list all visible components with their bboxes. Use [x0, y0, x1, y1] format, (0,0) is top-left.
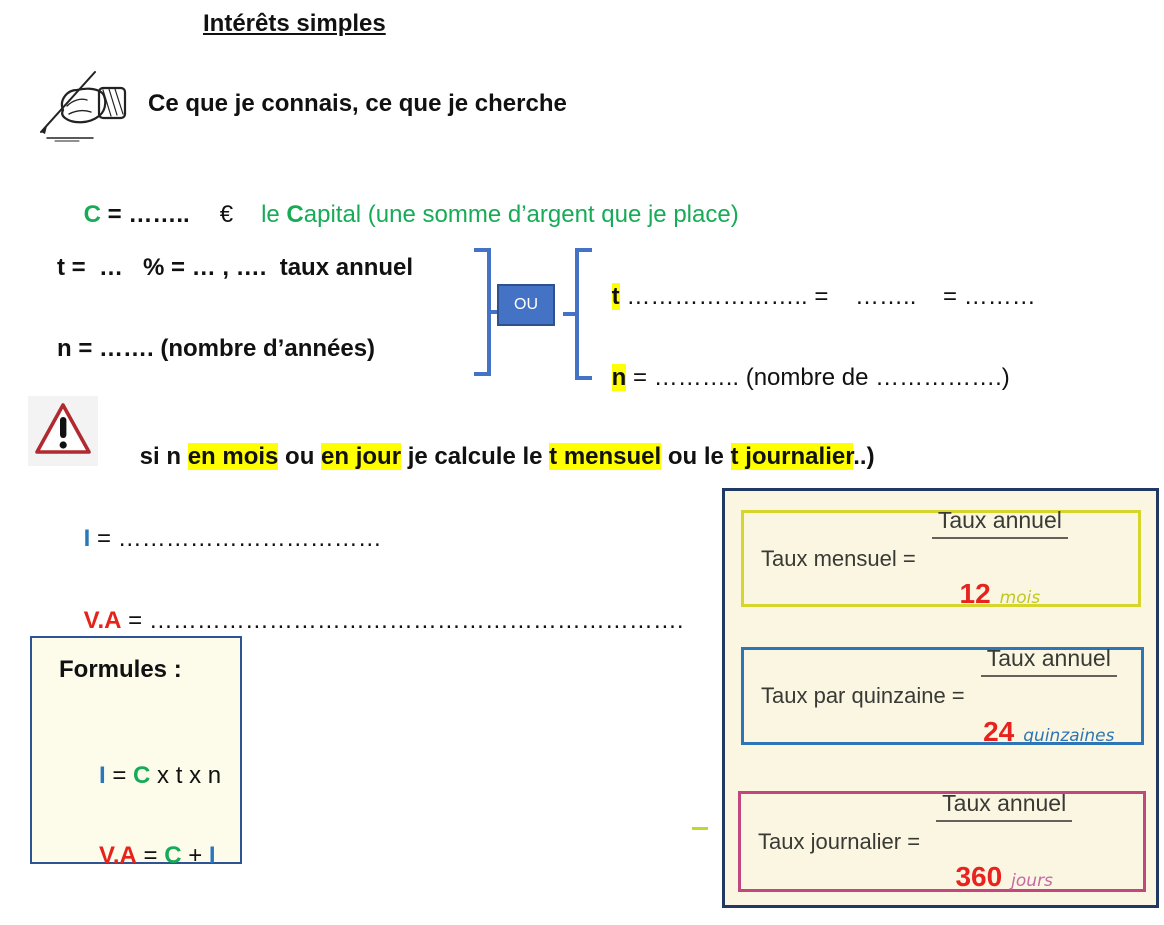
warning-highlight-t-mensuel: t mensuel [549, 442, 662, 470]
fortnight-denominator-unit: quinzaines [1023, 725, 1115, 746]
converted-rate-rest: ………………….. = …….. = ……… [619, 282, 1036, 310]
converted-duration-line [585, 335, 1010, 421]
interest-line [57, 496, 382, 582]
warning-text-4: ou le [661, 442, 731, 470]
fortnight-rate-box [741, 644, 1144, 747]
acquired-value-formula [59, 814, 216, 898]
warning-highlight-en-jour: en jour [321, 442, 402, 470]
capital-desc-pre: le [261, 200, 287, 228]
warning-text-5: ..) [853, 442, 875, 470]
formulas-title: Formules : [59, 656, 182, 683]
section-heading: Ce que je connais, ce que je cherche [148, 90, 567, 117]
monthly-denominator [932, 575, 1068, 610]
formula-va-symbol: V.A [99, 842, 137, 869]
ou-label: OU [514, 296, 538, 313]
monthly-denominator-value: 12 [959, 578, 991, 609]
daily-label-pre: Taux [758, 828, 811, 854]
formula-va-capital: C [164, 842, 182, 869]
annual-rate-line: t = … % = … , …. taux annuel [57, 254, 414, 281]
daily-denominator-unit: jours [1011, 871, 1053, 891]
capital-symbol: C [83, 200, 102, 228]
daily-rate-box [738, 791, 1146, 892]
daily-label-key: journalier [810, 828, 902, 854]
fortnight-label-key: quinzaine [851, 683, 946, 708]
interest-symbol: I [83, 524, 91, 552]
converted-duration-rest: = ……….. (nombre de …………….) [626, 363, 1010, 391]
daily-numerator: Taux annuel [936, 790, 1072, 822]
monthly-equals: = [896, 545, 922, 571]
lime-connector-dash [692, 827, 708, 830]
writing-hand-icon [33, 66, 137, 142]
ou-connector-box [497, 284, 555, 326]
daily-denominator-value: 360 [955, 861, 1003, 892]
warning-triangle-icon [32, 399, 94, 461]
daily-denominator [936, 858, 1072, 893]
warning-highlight-en-mois: en mois [187, 442, 279, 470]
capital-dots: = …….. [101, 200, 190, 228]
warning-text-1: si n [139, 442, 188, 470]
capital-line [57, 172, 739, 258]
interest-formula [59, 734, 221, 818]
monthly-denominator-unit: mois [999, 588, 1041, 608]
acquired-value-rest: = …………………………………………………………. [121, 606, 684, 634]
warning-text-3: je calcule le [401, 442, 550, 470]
formula-va-interest: I [208, 842, 216, 869]
rates-panel [722, 488, 1159, 908]
daily-equals: = [901, 828, 927, 854]
formulas-box [30, 636, 242, 869]
formula-va-plus: + [181, 842, 209, 869]
formula-i-capital: C [133, 762, 151, 789]
fortnight-denominator [981, 713, 1117, 748]
duration-line: n = ……. (nombre d’années) [57, 335, 376, 362]
converted-rate-line [585, 254, 1036, 340]
monthly-label-pre: Taux [761, 545, 814, 571]
fortnight-numerator: Taux annuel [981, 645, 1117, 677]
acquired-value-symbol: V.A [83, 606, 122, 634]
fortnight-label-pre: Taux par [761, 683, 852, 708]
capital-desc-cap: C [286, 200, 304, 228]
fortnight-equals: = [945, 683, 971, 708]
monthly-rate-box [741, 507, 1141, 609]
monthly-numerator: Taux annuel [932, 507, 1068, 539]
fortnight-denominator-value: 24 [983, 715, 1015, 747]
warning-text-2: ou [278, 442, 322, 470]
formula-i-rest: x t x n [150, 762, 222, 789]
daily-fraction [936, 754, 1072, 925]
formula-i-equals: = [105, 762, 134, 789]
monthly-label-key: mensuel [813, 545, 897, 571]
warning-highlight-t-journalier: t journalier [730, 442, 854, 470]
converted-duration-symbol: n [611, 363, 627, 391]
converted-rate-symbol: t [611, 282, 620, 310]
formula-va-equals: = [136, 842, 165, 869]
interest-rest: = …………………………… [90, 524, 382, 552]
capital-desc-post: apital (une somme d’argent que je place) [303, 200, 739, 228]
page-title: Intérêts simples [203, 10, 386, 37]
euro-sign: € [219, 200, 234, 228]
formula-i-symbol: I [99, 762, 106, 789]
